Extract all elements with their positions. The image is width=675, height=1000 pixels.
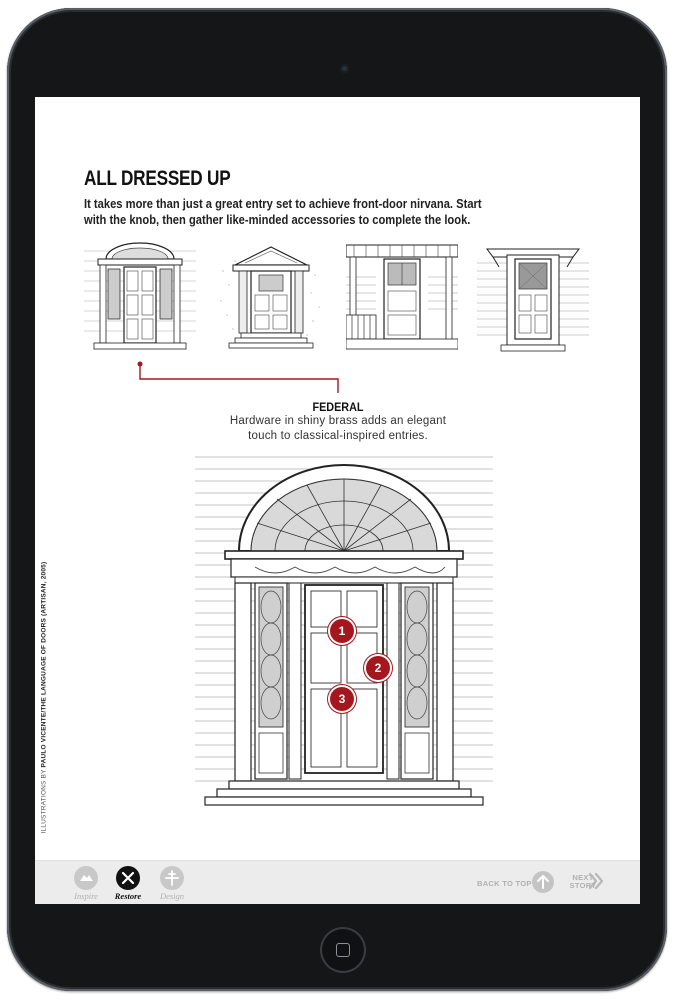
nav-inspire-label: Inspire <box>74 891 98 901</box>
nav-restore-label: Restore <box>114 891 142 901</box>
hotspot-2[interactable]: 2 <box>366 656 390 680</box>
selected-style-heading: FEDERAL <box>312 400 364 414</box>
tools-cross-icon <box>116 866 140 890</box>
article-title: ALL DRESSED UP <box>84 167 231 190</box>
front-camera <box>340 64 349 73</box>
hotspot-1[interactable]: 1 <box>330 619 354 643</box>
inspire-icon <box>74 866 98 890</box>
hotspot-3[interactable]: 3 <box>330 687 354 711</box>
credit-prefix: ILLUSTRATIONS BY <box>40 767 48 834</box>
next-story-label[interactable]: NEXT STORY <box>569 873 597 890</box>
back-to-top-label[interactable]: BACK TO TOP <box>477 879 532 888</box>
back-to-top-button[interactable] <box>532 871 554 893</box>
nav-restore[interactable] <box>108 866 148 901</box>
double-chevron-right-icon[interactable] <box>588 870 604 892</box>
article-intro: It takes more than just a great entry set to achieve front-door nirvana. Start with the knob, then gather like-minded accessories to complete the look. <box>84 196 482 227</box>
selected-style-description: Hardware in shiny brass adds an elegant touch to classical-inspired entries. <box>229 415 447 442</box>
home-button[interactable] <box>320 927 366 973</box>
arrow-up-icon <box>532 871 554 893</box>
nav-design-label: Design <box>159 891 185 901</box>
nav-inspire[interactable] <box>66 866 106 901</box>
bottom-toolbar <box>35 860 640 904</box>
credit-name: PAULO VICENTE/THE LANGUAGE OF DOORS (ARTISAN, 2005) <box>40 561 48 768</box>
illustration-credit <box>40 561 48 834</box>
design-icon <box>160 866 184 890</box>
nav-design[interactable] <box>152 866 192 901</box>
home-square-icon <box>336 943 350 957</box>
app-screen <box>35 97 640 904</box>
